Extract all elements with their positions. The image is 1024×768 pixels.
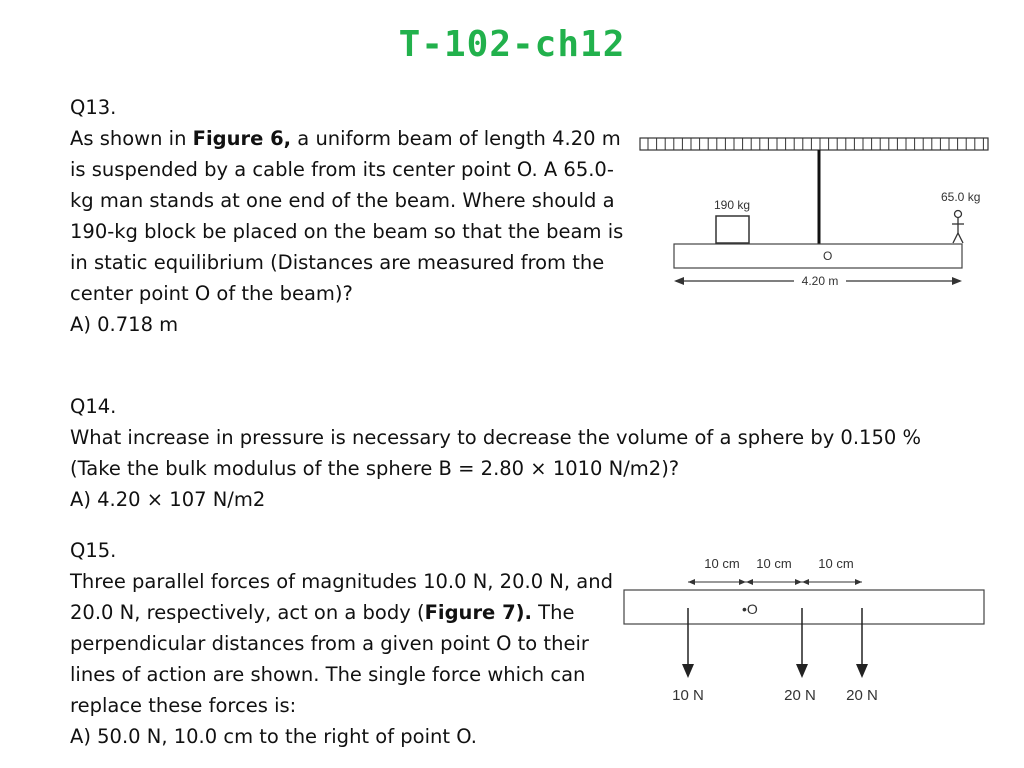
question-text-line-1: What increase in pressure is necessary to decrease the volume of a sphere by 0.150 %	[70, 426, 921, 449]
force-label-2: 20 N	[784, 687, 816, 704]
question-13	[70, 92, 630, 340]
question-text: Three parallel forces of magnitudes 10.0 N, 20.0 N, and 20.0 N, respectively, act on a body (Figure 7). The perpendicular distances from a given point O to their lines of action are shown. The single force which can replace these forces is:	[70, 570, 613, 717]
figure-7-forces-diagram	[618, 548, 990, 710]
question-text: As shown in Figure 6, a uniform beam of length 4.20 m is suspended by a cable from its center point O. A 65.0-kg man stands at one end of the beam. Where should a 190-kg block be placed on the beam so that the beam is in static equilibrium (Distances are measured from the center point O of the beam)?	[70, 127, 624, 305]
question-number: Q15.	[70, 539, 117, 562]
spacing-dimension-arrows	[688, 579, 862, 585]
force-label-1: 10 N	[672, 687, 704, 704]
force-label-3: 20 N	[846, 687, 878, 704]
question-number: Q13.	[70, 96, 117, 119]
point-o-label: •O	[742, 601, 758, 617]
ceiling	[640, 138, 988, 150]
answer: A) 50.0 N, 10.0 cm to the right of point O.	[70, 725, 477, 748]
slide-title: T-102-ch12	[398, 24, 626, 65]
spacing-label-2: 10 cm	[756, 556, 792, 571]
question-14	[70, 391, 990, 515]
man-icon	[952, 211, 964, 244]
answer: A) 4.20 × 107 N/m2	[70, 488, 266, 511]
spacing-label-3: 10 cm	[818, 556, 854, 571]
spacing-label-1: 10 cm	[704, 556, 740, 571]
question-text-line-2: (Take the bulk modulus of the sphere B = 2.80 × 1010 N/m2)?	[70, 457, 680, 480]
question-15	[70, 535, 615, 752]
body-bar	[624, 590, 984, 624]
answer: A) 0.718 m	[70, 313, 179, 336]
man-label: 65.0 kg	[941, 190, 981, 204]
figure-reference: Figure 7).	[424, 601, 532, 624]
length-label: 4.20 m	[801, 274, 839, 288]
beam	[674, 244, 962, 268]
block-label: 190 kg	[714, 198, 751, 212]
figure-6-beam-diagram	[634, 132, 994, 297]
pivot-label: O	[823, 249, 833, 263]
question-number: Q14.	[70, 395, 117, 418]
figure-reference: Figure 6,	[192, 127, 292, 150]
block-190kg	[716, 216, 749, 243]
